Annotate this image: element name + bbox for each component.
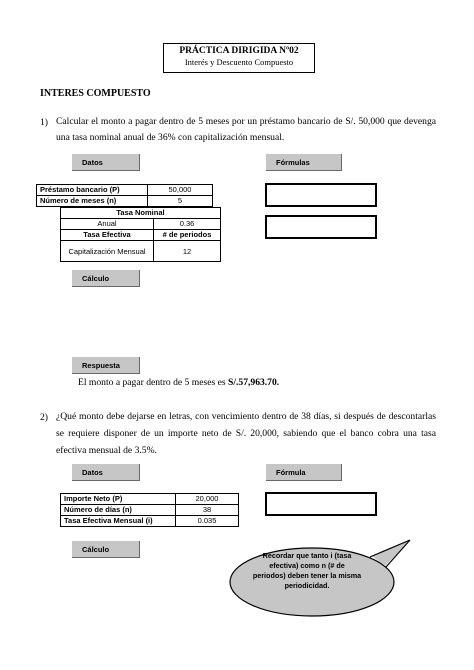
formulas-label-1: Fórmulas [266, 154, 342, 171]
table-row [61, 505, 239, 516]
formula-box-3 [265, 492, 377, 516]
table-row [37, 185, 213, 196]
tasa-nominal-header: Tasa Nominal [61, 208, 221, 219]
problem1-line2: una tasa nominal anual de 36% con capitalización mensual. [56, 132, 285, 143]
datos-label-2: Datos [72, 464, 140, 481]
problem1-tasa-table [60, 207, 221, 262]
table-row [61, 494, 239, 505]
importe-label: Importe Neto (P) [61, 494, 176, 505]
page-title: PRÁCTICA DIRIGIDA Nº02 [179, 46, 299, 56]
capitalizacion-label: Capitalización Mensual [61, 241, 154, 262]
answer-text: El monto a pagar dentro de 5 meses es [78, 377, 228, 388]
callout-note: Recordar que tanto i (tasa efectiva) como n (# de periodos) deben tener la misma periodicidad. [252, 551, 362, 590]
problem1-line1: Calcular el monto a pagar dentro de 5 meses por un préstamo bancario de S/. 50,000 que devenga [56, 116, 436, 127]
calculo-label-1: Cálculo [72, 270, 140, 287]
table-row [61, 219, 221, 230]
prestamo-label: Préstamo bancario (P) [37, 185, 148, 196]
title-box [163, 43, 315, 73]
formula-label-2: Fórmula [266, 464, 342, 481]
problem2-data-table [60, 493, 239, 527]
problem1-number: 1) [40, 117, 48, 128]
formula-box-2 [265, 215, 377, 239]
importe-value: 20,000 [176, 494, 239, 505]
problem1-data-table [36, 184, 213, 207]
answer-line [78, 375, 279, 391]
problem2-line3: efectiva mensual de 3.5%. [56, 445, 157, 456]
table-row [37, 196, 213, 207]
table-row [61, 241, 221, 262]
section-title: INTERES COMPUESTO [40, 88, 151, 99]
table-row [61, 230, 221, 241]
respuesta-label: Respuesta [72, 357, 140, 374]
anual-label: Anual [61, 219, 154, 230]
tasa-label: Tasa Efectiva Mensual (i) [61, 516, 176, 527]
tasa-efectiva-header: Tasa Efectiva [61, 230, 154, 241]
calculo-label-2: Cálculo [72, 541, 140, 558]
table-row [61, 516, 239, 527]
num-periodos-header: # de periodos [154, 230, 221, 241]
anual-value: 0.36 [154, 219, 221, 230]
problem2-line1: ¿Qué monto debe dejarse en letras, con vencimiento dentro de 38 días, si después de descontarlas [56, 411, 436, 422]
prestamo-value: 50,000 [148, 185, 213, 196]
problem2-number: 2) [40, 412, 48, 423]
meses-value: 5 [148, 196, 213, 207]
dias-value: 38 [176, 505, 239, 516]
dias-label: Número de días (n) [61, 505, 176, 516]
meses-label: Número de meses (n) [37, 196, 148, 207]
datos-label-1: Datos [72, 154, 140, 171]
tasa-value: 0.035 [176, 516, 239, 527]
answer-value: S/.57,963.70. [228, 377, 280, 388]
capitalizacion-value: 12 [154, 241, 221, 262]
formula-box-1 [265, 183, 377, 207]
page-subtitle: Interés y Descuento Compuesto [184, 57, 294, 67]
problem2-line2: se requiere disponer de un importe neto de S/. 20,000, sabiendo que el banco cobra una tasa [56, 428, 436, 439]
table-row [61, 208, 221, 219]
